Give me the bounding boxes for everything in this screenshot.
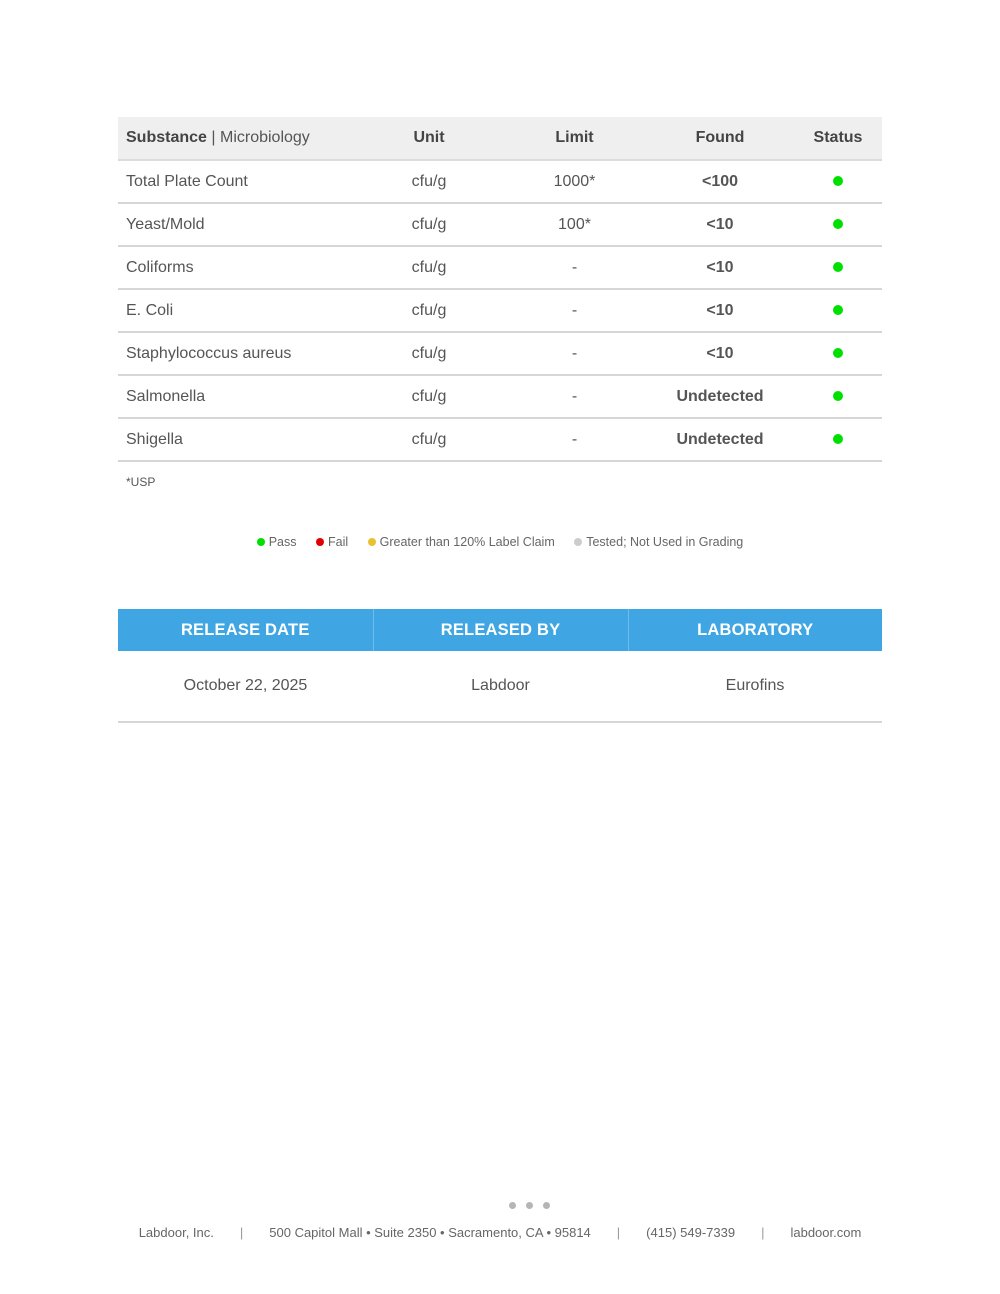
- limit-cell: -: [503, 332, 646, 375]
- not-graded-dot-icon: [574, 538, 582, 546]
- found-cell: <10: [646, 203, 794, 246]
- substance-column-header: [118, 117, 355, 160]
- table-row: [118, 332, 882, 375]
- unit-cell: cfu/g: [355, 203, 503, 246]
- found-cell: <10: [646, 332, 794, 375]
- pass-dot-icon: [257, 538, 265, 546]
- unit-cell: cfu/g: [355, 332, 503, 375]
- footer-separator: |: [761, 1225, 765, 1240]
- category-label: Microbiology: [219, 129, 310, 146]
- status-cell: [794, 160, 882, 203]
- substance-label: Substance: [126, 129, 207, 146]
- found-cell: <10: [646, 289, 794, 332]
- table-header-row: [118, 117, 882, 160]
- legend-item-not-graded: [574, 535, 743, 549]
- substance-name: Shigella: [118, 418, 355, 461]
- release-date-header: RELEASE DATE: [118, 609, 373, 651]
- release-values-row: [118, 651, 882, 722]
- status-pass-icon: [833, 262, 843, 272]
- substance-name: Staphylococcus aureus: [118, 332, 355, 375]
- found-cell: <10: [646, 246, 794, 289]
- status-cell: [794, 418, 882, 461]
- unit-cell: cfu/g: [355, 375, 503, 418]
- unit-cell: cfu/g: [355, 418, 503, 461]
- status-pass-icon: [833, 348, 843, 358]
- laboratory-value: Eurofins: [628, 651, 882, 722]
- unit-cell: cfu/g: [355, 289, 503, 332]
- table-row: [118, 246, 882, 289]
- limit-cell: -: [503, 289, 646, 332]
- found-cell: Undetected: [646, 418, 794, 461]
- status-cell: [794, 246, 882, 289]
- found-cell: <100: [646, 160, 794, 203]
- footer-address: 500 Capitol Mall • Suite 2350 • Sacramento, CA • 95814: [269, 1225, 591, 1240]
- status-pass-icon: [833, 391, 843, 401]
- usp-footnote: *USP: [126, 475, 156, 489]
- header-separator: |: [211, 129, 216, 146]
- limit-cell: -: [503, 246, 646, 289]
- table-row: [118, 418, 882, 461]
- footer-separator: |: [616, 1225, 621, 1240]
- microbiology-table: [118, 117, 882, 462]
- table-row: [118, 203, 882, 246]
- fail-dot-icon: [316, 538, 324, 546]
- table-row: [118, 375, 882, 418]
- legend-label: Pass: [268, 535, 297, 549]
- limit-cell: -: [503, 418, 646, 461]
- unit-column-header: Unit: [355, 117, 503, 160]
- legend-item-pass: [257, 535, 297, 549]
- legend-item-over-label-claim: [368, 535, 555, 549]
- release-header-row: [118, 609, 882, 651]
- laboratory-header: LABORATORY: [628, 609, 882, 651]
- unit-cell: cfu/g: [355, 246, 503, 289]
- found-cell: Undetected: [646, 375, 794, 418]
- status-legend: [0, 535, 1000, 549]
- status-pass-icon: [833, 219, 843, 229]
- status-cell: [794, 289, 882, 332]
- legend-label: Greater than 120% Label Claim: [379, 535, 555, 549]
- decorative-dots: [0, 1196, 1000, 1214]
- limit-column-header: Limit: [503, 117, 646, 160]
- status-pass-icon: [833, 305, 843, 315]
- footer-website-link[interactable]: labdoor.com: [790, 1225, 862, 1240]
- released-by-value: Labdoor: [373, 651, 628, 722]
- status-pass-icon: [833, 176, 843, 186]
- dot-icon: [526, 1202, 533, 1209]
- substance-name: E. Coli: [118, 289, 355, 332]
- status-pass-icon: [833, 434, 843, 444]
- table-row: [118, 289, 882, 332]
- substance-name: Yeast/Mold: [118, 203, 355, 246]
- limit-cell: 1000*: [503, 160, 646, 203]
- limit-cell: 100*: [503, 203, 646, 246]
- release-info-table: [118, 609, 882, 723]
- footer-company: Labdoor, Inc.: [138, 1225, 214, 1240]
- substance-name: Coliforms: [118, 246, 355, 289]
- status-cell: [794, 203, 882, 246]
- substance-name: Salmonella: [118, 375, 355, 418]
- legend-label: Fail: [328, 535, 349, 549]
- unit-cell: cfu/g: [355, 160, 503, 203]
- legend-label: Tested; Not Used in Grading: [586, 535, 744, 549]
- limit-cell: -: [503, 375, 646, 418]
- page-footer: [0, 1225, 1000, 1240]
- status-column-header: Status: [794, 117, 882, 160]
- status-cell: [794, 332, 882, 375]
- release-date-value: October 22, 2025: [118, 651, 373, 722]
- status-cell: [794, 375, 882, 418]
- over-label-claim-dot-icon: [368, 538, 376, 546]
- found-column-header: Found: [646, 117, 794, 160]
- footer-separator: |: [239, 1225, 244, 1240]
- legend-item-fail: [316, 535, 348, 549]
- dot-icon: [509, 1202, 516, 1209]
- released-by-header: RELEASED BY: [373, 609, 628, 651]
- substance-name: Total Plate Count: [118, 160, 355, 203]
- dot-icon: [543, 1202, 550, 1209]
- footer-phone: (415) 549-7339: [646, 1225, 736, 1240]
- table-row: [118, 160, 882, 203]
